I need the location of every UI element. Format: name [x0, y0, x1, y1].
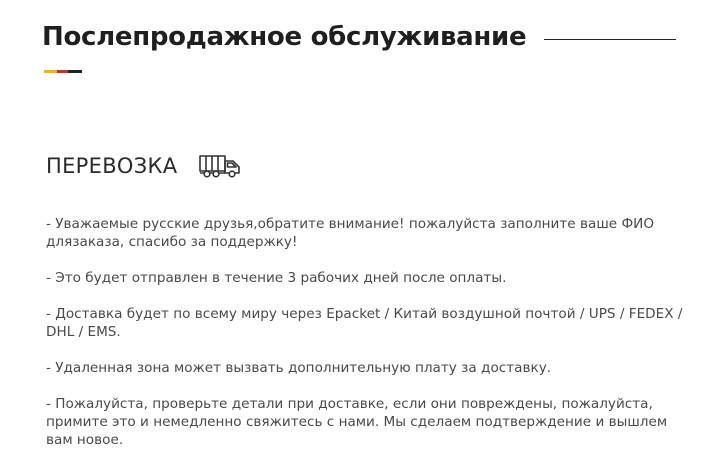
info-paragraph: - Это будет отправлен в течение 3 рабочих дней после оплаты.: [46, 270, 507, 286]
delivery-truck-icon: [199, 154, 241, 178]
accent-segment-red: [57, 70, 68, 73]
shipping-info: [46, 215, 686, 467]
header-row: [42, 20, 676, 54]
page-title: Послепродажное обслуживание: [42, 22, 527, 52]
info-paragraph: - Пожалуйста, проверьте детали при доставке, если они повреждены, пожалуйста, примите это и немедленно свяжитесь с нами. Мы сделаем подтверждение и вышлем вам новое.: [46, 396, 668, 448]
info-paragraph: - Уважаемые русские друзья,обратите внимание! пожалуйста заполните ваше ФИО длязаказа, спасибо за поддержку!: [46, 216, 655, 250]
accent-bar: [44, 70, 82, 73]
shipping-section-header: [46, 150, 241, 182]
info-paragraph: - Удаленная зона может вызвать дополнительную плату за доставку.: [46, 360, 552, 376]
accent-segment-yellow: [44, 70, 57, 73]
accent-segment-black: [68, 70, 82, 73]
info-paragraph: - Доставка будет по всему миру через Epacket / Китай воздушной почтой / UPS / FEDEX / DHL / EMS.: [46, 306, 683, 340]
title-divider: [544, 39, 676, 40]
section-title: ПЕРЕВОЗКА: [46, 154, 178, 178]
